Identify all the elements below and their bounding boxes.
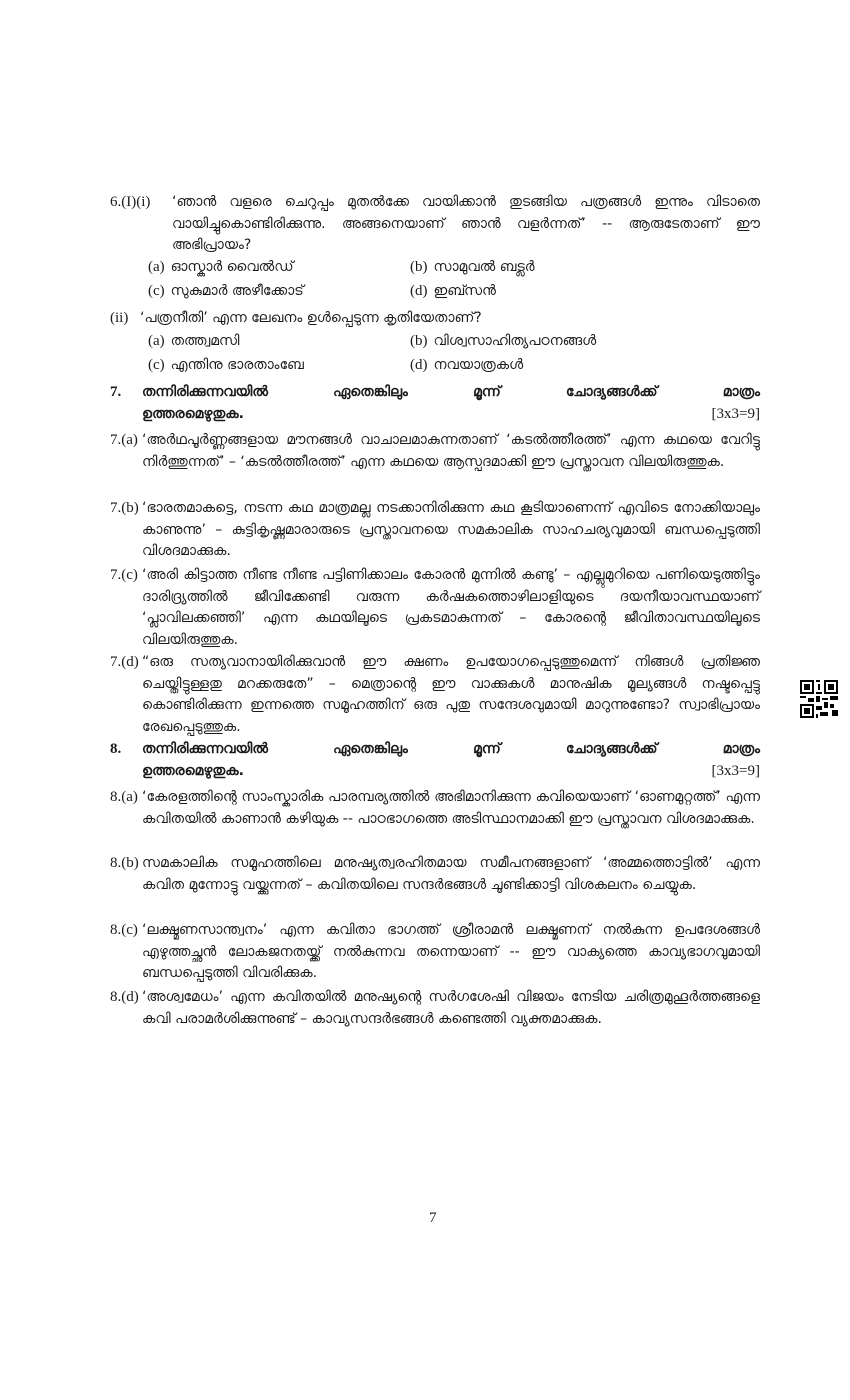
question-7d: 7.(d) “ഒരു സത്യവാനായിരിക്കുവാൻ ഈ ക്ഷണം ഉപയോഗപ്പെടുത്തുമെന്ന് നിങ്ങൾ പ്രതിജ്ഞ ചെയ്തിട്ടുള്ളതു മറക്കരുതേ” – മെത്രാന്റെ ഈ വാക്കുകൾ മാനുഷിക മൂല്യങ്ങൾ നഷ്ടപ്പെട്ടു കൊണ്ടിരിക്കുന്ന ഇന്നത്തെ സമൂഹത്തിന് ഒരു പുതു സന്ദേശവുമായി മാറുന്നുണ്ടോ? സ്വാഭിപ്രായം രേഖപ്പെടുത്തുക. xyxy=(110,654,760,735)
option-d: (d) ഇബ്സൻ xyxy=(410,283,496,299)
question-7-heading: 7. തന്നിരിക്കുന്നവയിൽ ഏതെങ്കിലും മൂന്ന് ചോദ്യങ്ങൾക്ക് മാത്രം ഉത്തരമെഴുതുക. [3x3=9] xyxy=(110,382,760,425)
option-c: (c) എന്തിനു ഭാരതാംബേ xyxy=(148,357,304,373)
option-a: (a) തത്ത്വമസി xyxy=(148,333,240,349)
question-7c: 7.(c) ‘അരി കിട്ടാത്ത നീണ്ട നീണ്ട പട്ടിണിക്കാലം കോരൻ മുന്നിൽ കണ്ടു’ – എല്ലുമുറിയെ പണിയെടുത്തിട്ടും ദാരിദ്ര്യത്തിൽ ജീവിക്കേണ്ടി വരുന്ന കർഷകത്തൊഴിലാളിയുടെ ദയനീയാവസ്ഥയാണ് ‘പ്ലാവിലക്കഞ്ഞി’ എന്ന കഥയിലൂടെ പ്രകടമാകുന്നത് – കോരന്റെ ജീവിതാവസ്ഥയിലൂടെ വിലയിരുത്തുക. xyxy=(110,567,760,648)
option-b: (b) സാമുവൽ ബട്ലർ xyxy=(410,259,535,275)
question-8d: 8.(d) ‘അശ്വമേധം’ എന്ന കവിതയിൽ മനുഷ്യന്റെ സർഗശേഷി വിജയം നേടിയ ചരിത്രമുഹൂർത്തങ്ങളെ കവി പരാമർശിക്കുന്നുണ്ട് – കാവ്യസന്ദർഭങ്ങൾ കണ്ടെത്തി വ്യക്തമാക്കുക. xyxy=(110,989,760,1027)
question-7b: 7.(b) ‘ഭാരതമാകട്ടെ, നടന്ന കഥ മാത്രമല്ല നടക്കാനിരിക്കുന്ന കഥ കൂടിയാണെന്ന് എവിടെ നോക്കിയാലും കാണുന്നു’ – കുട്ടികൃഷ്ണമാരാരുടെ പ്രസ്താവനയെ സമകാലിക സാഹചര്യവുമായി ബന്ധപ്പെടുത്തി വിശദമാക്കുക. xyxy=(110,500,760,559)
question-6-ii xyxy=(110,308,760,330)
qr-code-icon xyxy=(800,680,838,718)
question-label: (ii) xyxy=(110,310,129,326)
question-6-i xyxy=(110,192,760,257)
marks: [3x3=9] xyxy=(711,762,760,779)
question-label: 6.(I)(i) xyxy=(110,194,151,210)
question-8c: 8.(c) ‘ലക്ഷ്മണസാന്ത്വനം’ എന്ന കവിതാ ഭാഗത്ത് ശ്രീരാമൻ ലക്ഷ്മണന് നൽകുന്ന ഉപദേശങ്ങൾ എഴുത്തച്ഛൻ ലോകജനതയ്ക്ക് നൽകുന്നവ തന്നെയാണ് -- ഈ വാക്യത്തെ കാവ്യഭാഗവുമായി ബന്ധപ്പെടുത്തി വിവരിക്കുക. xyxy=(110,922,760,981)
marks: [3x3=9] xyxy=(711,405,760,422)
question-text: ‘ഞാൻ വളരെ ചെറുപ്പം മുതൽക്കേ വായിക്കാൻ തുടങ്ങിയ പത്രങ്ങൾ ഇന്നും വിടാതെ വായിച്ചുകൊണ്ടിരിക്കുന്നു. അങ്ങനെയാണ് ഞാൻ വളർന്നത്’ -- ആരുടേതാണ് ഈ അഭിപ്രായം? xyxy=(172,194,760,253)
option-d: (d) നവയാത്രകൾ xyxy=(410,357,524,373)
option-a: (a) ഓസ്കാർ വൈൽഡ് xyxy=(148,259,294,275)
question-8a: 8.(a) ‘കേരളത്തിന്റെ സാംസ്കാരിക പാരമ്പര്യത്തിൽ അഭിമാനിക്കുന്ന കവിയെയാണ് ‘ഓണമുറ്റത്ത്’ എന്ന കവിതയിൽ കാണാൻ കഴിയുക -- പാഠഭാഗത്തെ അടിസ്ഥാനമാക്കി ഈ പ്രസ്താവന വിശദമാക്കുക. xyxy=(110,789,760,827)
question-8b: 8.(b) സമകാലിക സമൂഹത്തിലെ മനുഷ്യത്വരഹിതമായ സമീപനങ്ങളാണ് ‘അമ്മത്തൊട്ടിൽ’ എന്ന കവിത മുന്നോട്ടു വയ്ക്കുന്നത് – കവിതയിലെ സന്ദർഭങ്ങൾ ചൂണ്ടിക്കാട്ടി വിശകലനം ചെയ്യുക. xyxy=(110,855,760,893)
question-8-heading: 8. തന്നിരിക്കുന്നവയിൽ ഏതെങ്കിലും മൂന്ന് ചോദ്യങ്ങൾക്ക് മാത്രം ഉത്തരമെഴുതുക. [3x3=9] xyxy=(110,739,760,782)
option-b: (b) വിശ്വസാഹിത്യപഠനങ്ങൾ xyxy=(410,333,597,349)
question-text: ‘പത്രനീതി’ എന്ന ലേഖനം ഉൾപ്പെടുന്ന കൃതിയേതാണ്? xyxy=(140,310,482,326)
option-c: (c) സുകുമാർ അഴീക്കോട് xyxy=(148,283,304,299)
page-number: 7 xyxy=(429,1210,437,1226)
question-7a: 7.(a) ‘അർഥപൂർണ്ണങ്ങളായ മൗനങ്ങൾ വാചാലമാകുന്നതാണ് ‘കടൽത്തീരത്ത്’ എന്ന കഥയെ വേറിട്ടു നിർത്തുന്നത്’ – ‘കടൽത്തീരത്ത്’ എന്ന കഥയെ ആസ്പദമാക്കി ഈ പ്രസ്താവന വിലയിരുത്തുക. xyxy=(110,432,760,470)
